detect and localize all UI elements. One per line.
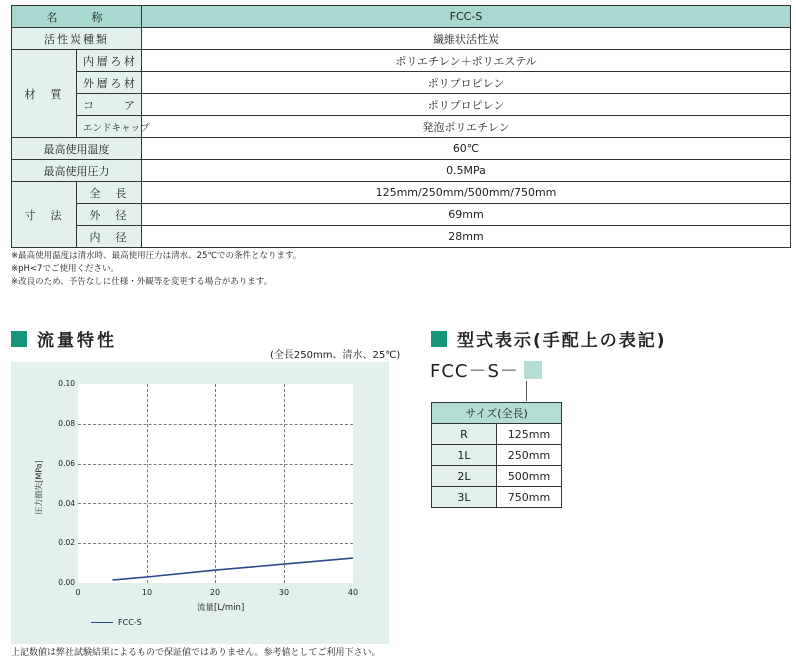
carbon-type-value: 繊維状活性炭 [142, 28, 791, 50]
plot-area [78, 384, 353, 583]
size-table-header-label: サイズ(全長) [432, 403, 562, 424]
spec-notes [11, 250, 301, 289]
spec-row-length [12, 182, 791, 204]
connector-line [526, 381, 527, 401]
y-tick: 0.00 [58, 578, 75, 587]
y-tick: 0.10 [58, 379, 75, 388]
size-row [432, 424, 562, 445]
inner-filter-value: ポリエチレン＋ポリエステル [142, 50, 791, 72]
x-tick: 40 [347, 588, 359, 597]
square-bullet-icon [431, 331, 447, 347]
spec-table [11, 5, 791, 248]
material-group-label: 材 質 [12, 50, 77, 138]
size-code: 1L [432, 445, 497, 466]
series-line [78, 384, 353, 583]
spec-row-max-pressure [12, 160, 791, 182]
inner-diameter-label: 内 径 [77, 226, 142, 248]
spec-row-max-temp [12, 138, 791, 160]
note: ※最高使用温度は清水時、最高使用圧力は清水、25℃での条件となります。 [11, 251, 302, 261]
model-code [430, 357, 542, 383]
test-condition: (全長250mm、清水、25℃) [270, 350, 401, 361]
size-code-placeholder [524, 361, 542, 379]
max-pressure-value: 0.5MPa [142, 160, 791, 182]
legend-label: FCC-S [118, 618, 142, 627]
legend-line-icon [91, 622, 113, 623]
y-axis-label: 圧力損失[MPa] [34, 460, 44, 515]
size-length: 750mm [497, 487, 562, 508]
spec-row-outer-filter [12, 72, 791, 94]
length-value: 125mm/250mm/500mm/750mm [142, 182, 791, 204]
x-tick: 20 [209, 588, 221, 597]
core-value: ポリプロピレン [142, 94, 791, 116]
end-cap-label: エンドキャップ [77, 116, 142, 138]
end-cap-value: 発泡ポリエチレン [142, 116, 791, 138]
spec-row-core [12, 94, 791, 116]
spec-row-inner-diameter [12, 226, 791, 248]
square-bullet-icon [11, 331, 27, 347]
max-temp-value: 60℃ [142, 138, 791, 160]
size-table [431, 402, 562, 508]
y-tick: 0.08 [58, 419, 75, 428]
flow-chart [11, 362, 389, 644]
outer-diameter-value: 69mm [142, 204, 791, 226]
model-code-prefix: FCC－S－ [430, 361, 519, 382]
size-code: R [432, 424, 497, 445]
x-axis-label: 流量[L/min] [197, 603, 245, 613]
model-section-heading [431, 326, 667, 351]
size-row [432, 466, 562, 487]
max-pressure-label: 最高使用圧力 [12, 160, 142, 182]
core-label: コ ア [77, 94, 142, 116]
size-row [432, 487, 562, 508]
spec-row-inner-filter [12, 50, 791, 72]
max-temp-label: 最高使用温度 [12, 138, 142, 160]
x-tick: 30 [278, 588, 290, 597]
size-length: 125mm [497, 424, 562, 445]
note: ※改良のため、予告なしに仕様・外観等を変更する場合があります。 [11, 277, 273, 287]
spec-header-label: 名 称 [12, 6, 142, 28]
dimensions-group-label: 寸 法 [12, 182, 77, 248]
size-length: 250mm [497, 445, 562, 466]
size-code: 2L [432, 466, 497, 487]
x-tick: 0 [75, 588, 81, 597]
x-tick: 10 [141, 588, 153, 597]
model-section-title: 型式表示(手配上の表記) [457, 331, 667, 351]
outer-filter-label: 外層ろ材 [77, 72, 142, 94]
size-length: 500mm [497, 466, 562, 487]
carbon-type-label: 活性炭種類 [12, 28, 142, 50]
spec-row-end-cap [12, 116, 791, 138]
outer-filter-value: ポリプロピレン [142, 72, 791, 94]
size-table-header [432, 403, 562, 424]
spec-header-value: FCC-S [142, 6, 791, 28]
disclaimer: 上記数値は弊社試験結果によるもので保証値ではありません。参考値としてご利用下さい。 [11, 648, 381, 658]
y-tick: 0.06 [58, 459, 75, 468]
flow-section-title: 流量特性 [37, 331, 117, 351]
size-row [432, 445, 562, 466]
outer-diameter-label: 外 径 [77, 204, 142, 226]
inner-filter-label: 内層ろ材 [77, 50, 142, 72]
y-tick: 0.04 [58, 499, 75, 508]
spec-row-outer-diameter [12, 204, 791, 226]
flow-section-heading [11, 326, 117, 351]
chart-legend [91, 618, 142, 627]
note: ※pH<7でご使用ください。 [11, 264, 119, 274]
y-tick: 0.02 [58, 538, 75, 547]
spec-header-row [12, 6, 791, 28]
spec-row-carbon-type [12, 28, 791, 50]
length-label: 全 長 [77, 182, 142, 204]
size-code: 3L [432, 487, 497, 508]
inner-diameter-value: 28mm [142, 226, 791, 248]
